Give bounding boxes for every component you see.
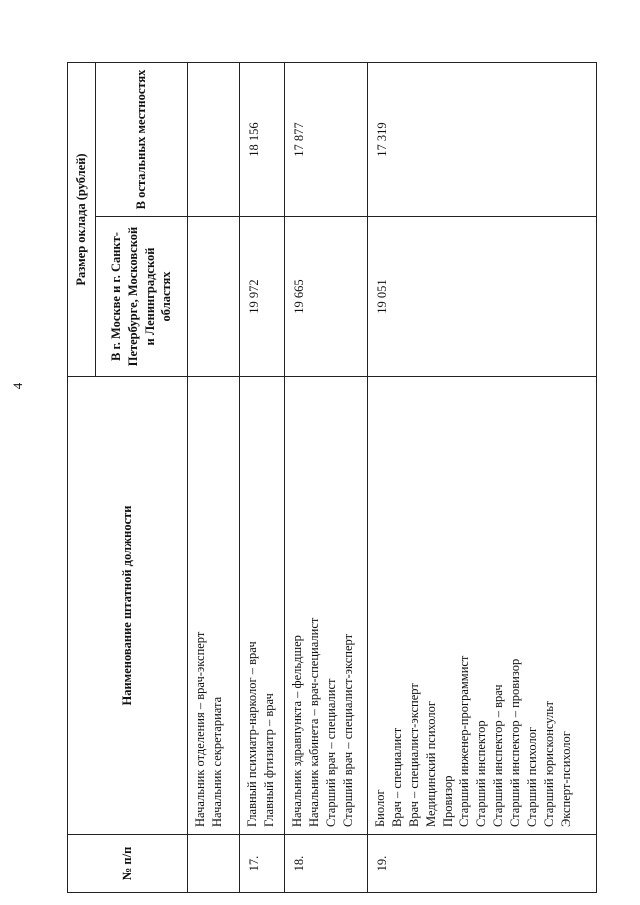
position-name: Старший инспектор – врач (491, 684, 506, 827)
salary-moscow: 19 665 (285, 217, 368, 377)
position-name: Начальник отделения – врач-эксперт (193, 631, 207, 827)
position-name: Старший врач – специалист-эксперт (340, 633, 355, 827)
position-name: Старший юрисконсульт (541, 701, 556, 827)
row-names (368, 377, 597, 835)
header-num: № п/п (68, 835, 188, 893)
table-row (188, 63, 240, 893)
row-names (240, 377, 285, 835)
row-num: 17. (240, 835, 285, 893)
position-name: Главный фтизиатр – врач (261, 693, 276, 827)
position-name: Старший врач – специалист (323, 678, 338, 827)
header-other: В остальных местностях (96, 63, 188, 217)
salary-other: 17 319 (368, 63, 597, 217)
salary-other: 17 877 (285, 63, 368, 217)
table-row (285, 63, 368, 893)
position-name: Начальник здравпункта – фельдшер (290, 635, 304, 827)
salary-moscow (188, 217, 240, 377)
salary-moscow: 19 051 (368, 217, 597, 377)
position-name: Провизор (440, 775, 455, 827)
salary-table (67, 62, 597, 893)
salary-other: 18 156 (240, 63, 285, 217)
position-name: Старший психолог (524, 726, 539, 827)
position-name: Старший инспектор – провизор (508, 658, 522, 827)
table-row (368, 63, 597, 893)
rotated-table-container (67, 63, 597, 893)
row-names (285, 377, 368, 835)
header-name: Наименование штатной должности (68, 377, 188, 835)
page-number: 4 (10, 382, 25, 390)
salary-other (188, 63, 240, 217)
table-row (240, 63, 285, 893)
row-names (188, 377, 240, 835)
row-num: 19. (368, 835, 597, 893)
position-name: Врач – специалист-эксперт (406, 683, 421, 827)
position-name: Начальник кабинета – врач-специалист (306, 617, 321, 827)
row-num: 18. (285, 835, 368, 893)
position-name: Старший инспектор (474, 720, 489, 827)
position-name: Главный психиатр-нарколог – врач (245, 641, 259, 827)
header-moscow: В г. Москве и г. Санкт-Петербурге, Московской и Ленинградской областях (96, 217, 188, 377)
salary-moscow: 19 972 (240, 217, 285, 377)
position-name: Начальник секретариата (209, 696, 224, 827)
position-name: Медицинский психолог (423, 701, 438, 827)
position-name: Биолог (373, 789, 387, 827)
position-name: Старший инженер-программист (457, 655, 472, 827)
position-name: Врач – специалист (389, 727, 404, 827)
header-salary-group: Размер оклада (рублей) (68, 63, 96, 377)
row-num (188, 835, 240, 893)
position-name: Эксперт-психолог (558, 731, 573, 827)
